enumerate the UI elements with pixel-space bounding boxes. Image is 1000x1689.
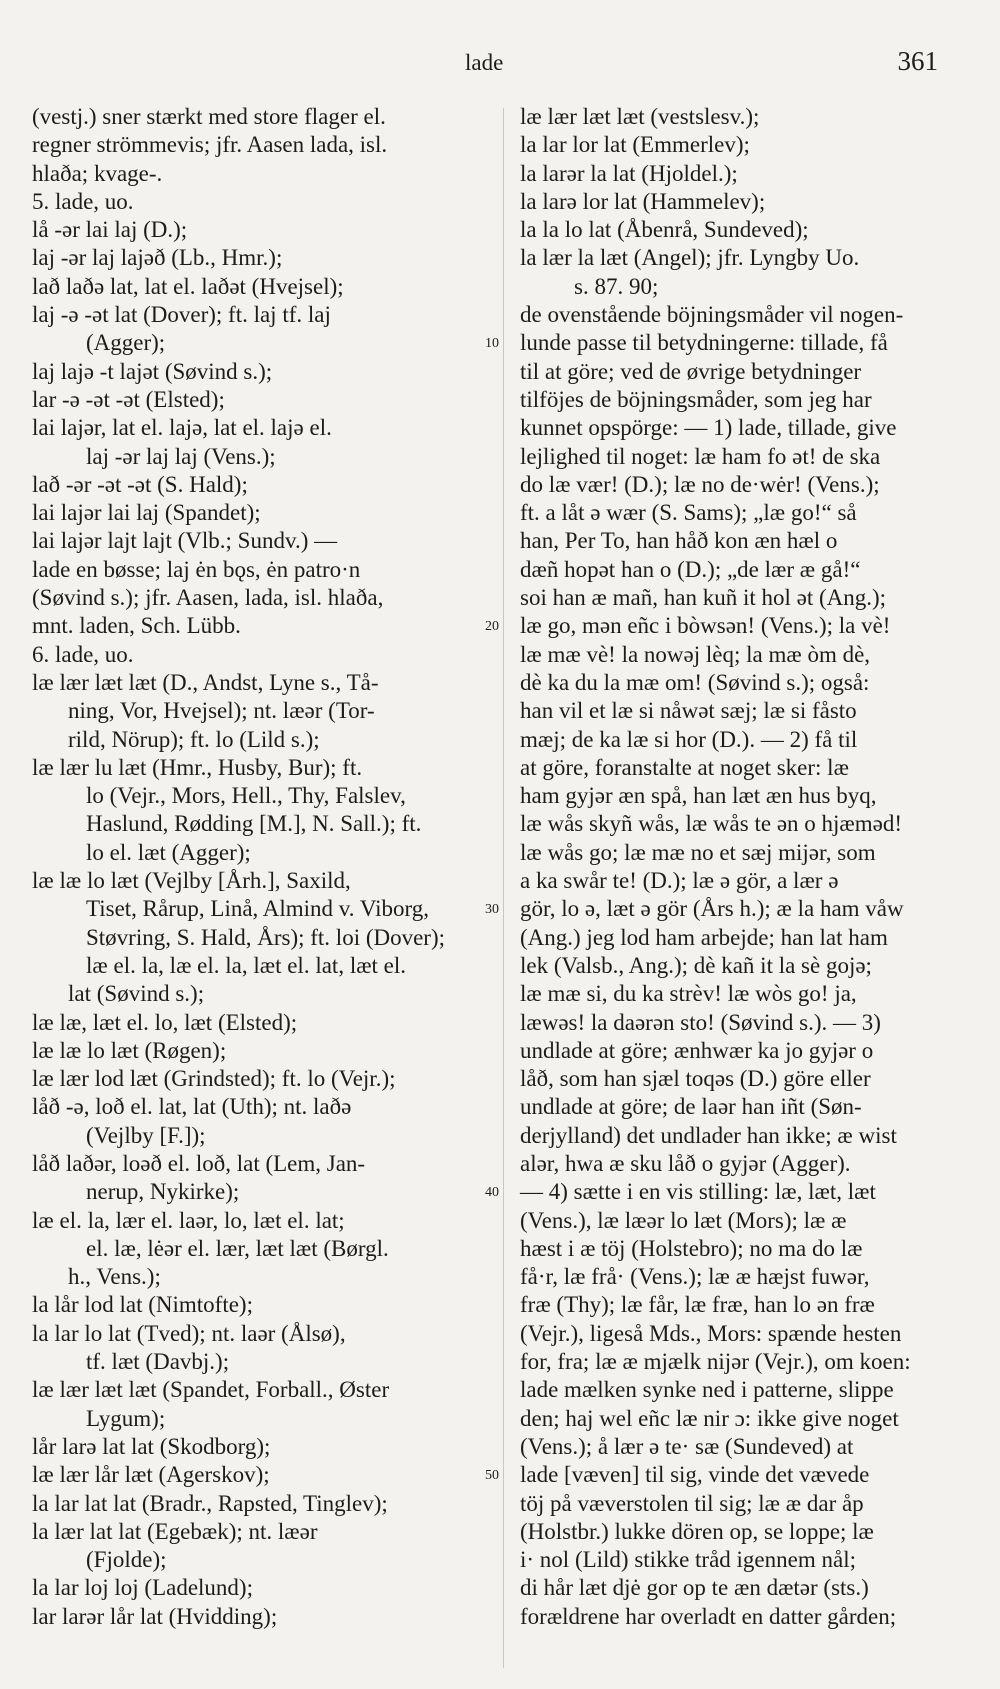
line-number: 20 — [485, 619, 499, 634]
text-line: — 4) sætte i en vis stilling: læ, læt, læt — [520, 1179, 876, 1205]
text-line: undlade at göre; ænhwær ka jo gyjər o — [520, 1037, 874, 1063]
text-line: soi han æ mañ, han kuñ it hol ət (Ang.); — [520, 585, 887, 611]
text-line: s. 87. 90; — [574, 273, 659, 299]
running-head: lade — [465, 50, 504, 75]
page-number: 361 — [897, 46, 938, 76]
text-line: la lar loj loj (Ladelund); — [32, 1575, 253, 1601]
text-line: la lær la læt (Angel); jfr. Lyngby Uo. — [520, 245, 860, 271]
text-line: h., Vens.); — [68, 1264, 161, 1290]
right-column — [520, 103, 960, 1631]
text-line: læ mæ vè! la nowəj lèq; la mæ òm dè, — [520, 641, 871, 667]
text-line: lejlighed til noget: læ ham fo ət! de ska — [520, 443, 881, 469]
text-line: læ el. la, læ el. la, læt el. lat, læt el. — [86, 952, 407, 978]
text-line: læ lær lu læt (Hmr., Husby, Bur); ft. — [32, 754, 363, 780]
text-line: la larə lor lat (Hammelev); — [520, 188, 766, 214]
text-line: at göre, foranstalte at noget sker: læ — [520, 754, 849, 780]
text-line: di hår læt djė gor op te æn dætər (sts.) — [520, 1575, 869, 1601]
text-line: kunnet opspörge: — 1) lade, tillade, give — [520, 415, 897, 441]
text-line: lai lajər, lat el. lajə, lat el. lajə el. — [32, 415, 332, 441]
text-line: han, Per To, han håð kon æn hæl o — [520, 528, 838, 554]
line-number: 10 — [485, 336, 499, 351]
text-line: la larər la lat (Hjoldel.); — [520, 160, 738, 186]
text-line: læ go, mən eñc i bòwsən! (Vens.); la vè! — [520, 613, 891, 639]
text-line: låð laðər, loəð el. loð, lat (Lem, Jan- — [32, 1150, 366, 1176]
text-line: nerup, Nykirke); — [86, 1179, 240, 1205]
text-line: læ lær læt læt (D., Andst, Lyne s., Tå- — [32, 669, 379, 695]
text-line: (Fjolde); — [86, 1547, 167, 1573]
text-line: lat (Søvind s.); — [68, 981, 205, 1007]
text-line: (Holstbr.) lukke dören op, se loppe; læ — [520, 1518, 874, 1544]
text-line: töj på væverstolen til sig; læ æ dar åp — [520, 1490, 864, 1516]
text-line: de ovenstående böjningsmåder vil nogen- — [520, 302, 904, 328]
text-line: den; haj wel eñc læ nir ɔ: ikke give noget — [520, 1405, 899, 1431]
text-line: Støvring, S. Hald, Års); ft. loi (Dover); — [86, 924, 446, 950]
text-line: la lar lat lat (Bradr., Rapsted, Tinglev); — [32, 1490, 388, 1516]
text-line: (Ang.) jeg lod ham arbejde; han lat ham — [520, 924, 888, 950]
line-number: 50 — [485, 1468, 499, 1483]
text-line: læwəs! la daərən sto! (Søvind s.). — 3) — [520, 1009, 881, 1035]
text-line: undlade at göre; de laər han iñt (Søn- — [520, 1094, 862, 1120]
text-line: hlaða; kvage-. — [32, 160, 163, 186]
text-line: lunde passe til betydningerne: tillade, få — [520, 330, 888, 356]
text-line: læ læ lo læt (Røgen); — [32, 1037, 227, 1063]
text-line: (Agger); — [86, 330, 166, 356]
line-number: 30 — [485, 902, 499, 917]
text-line: i· nol (Lild) stikke tråd igennem nål; — [520, 1547, 856, 1573]
text-line: lar -ə -ət -ət (Elsted); — [32, 386, 225, 412]
text-line: la lår lod lat (Nimtofte); — [32, 1292, 253, 1318]
text-line: la lar lo lat (Tved); nt. laər (Ålsø), — [32, 1320, 346, 1346]
left-column — [32, 103, 484, 1631]
text-line: læ læ lo læt (Vejlby [Årh.], Saxild, — [32, 868, 351, 894]
text-line: laj -ər laj lajəð (Lb., Hmr.); — [32, 245, 283, 271]
text-line: la la lo lat (Åbenrå, Sundeved); — [520, 217, 809, 243]
text-line: (Vejlby [F.]); — [86, 1122, 206, 1148]
text-line: 6. lade, uo. — [32, 641, 134, 667]
text-line: lai lajər lajt lajt (Vlb.; Sundv.) — — [32, 528, 338, 554]
text-line: han vil et læ si nåwət sæj; læ si fåsto — [520, 698, 857, 724]
text-line: Lygum); — [86, 1405, 166, 1431]
text-line: (vestj.) sner stærkt med store flager el. — [32, 104, 386, 129]
text-line: forældrene har overladt en datter gården; — [520, 1603, 897, 1629]
text-line: læ lær læt læt (Spandet, Forball., Øster — [32, 1377, 390, 1403]
page-header — [0, 46, 1000, 86]
text-line: ham gyjər æn spå, han læt æn hus byq, — [520, 783, 877, 809]
text-line: lek (Valsb., Ang.); dè kañ it la sè gojə; — [520, 952, 872, 978]
text-line: (Vens.), læ læər lo læt (Mors); læ æ — [520, 1207, 847, 1233]
text-line: lade mælken synke ned i patterne, slippe — [520, 1377, 894, 1403]
text-line: (Vens.); å lær ə te· sæ (Sundeved) at — [520, 1433, 854, 1459]
text-line: gör, lo ə, læt ə gör (Års h.); æ la ham våw — [520, 896, 904, 922]
text-line: (Vejr.), ligeså Mds., Mors: spænde hesten — [520, 1320, 902, 1346]
text-line: læ wås go; læ mæ no et sæj mijər, som — [520, 839, 876, 865]
text-line: Tiset, Rårup, Linå, Almind v. Viborg, — [86, 896, 430, 922]
text-line: lo (Vejr., Mors, Hell., Thy, Falslev, — [86, 783, 406, 809]
text-line: dæñ hopət han o (D.); „de lær æ gå!“ — [520, 556, 861, 582]
text-line: lar larər lår lat (Hvidding); — [32, 1603, 278, 1629]
text-line: tf. læt (Davbj.); — [86, 1349, 230, 1375]
text-line: til at göre; ved de øvrige betydninger — [520, 358, 862, 384]
text-line: laj -ər laj laj (Vens.); — [86, 443, 276, 469]
text-line: lað laðə lat, lat el. laðət (Hvejsel); — [32, 273, 344, 299]
text-line: el. læ, lėər el. lær, læt læt (Børgl. — [86, 1235, 389, 1261]
text-line: mæj; de ka læ si hor (D.). — 2) få til — [520, 726, 858, 752]
text-line: for, fra; læ æ mjælk nijər (Vejr.), om koen: — [520, 1349, 911, 1375]
text-line: 5. lade, uo. — [32, 188, 134, 214]
column-divider — [503, 108, 504, 1668]
text-line: alər, hwa æ sku låð o gyjər (Agger). — [520, 1150, 851, 1176]
text-line: lai lajər lai laj (Spandet); — [32, 500, 261, 526]
text-line: læ el. la, lær el. laər, lo, læt el. lat; — [32, 1207, 345, 1233]
text-line: lå -ər lai laj (D.); — [32, 217, 188, 243]
text-line: laj lajə -t lajət (Søvind s.); — [32, 358, 273, 384]
text-line: laj -ə -ət lat (Dover); ft. laj tf. laj — [32, 302, 331, 328]
text-line: la lær lat lat (Egebæk); nt. læər — [32, 1518, 318, 1544]
text-line: rild, Nörup); ft. lo (Lild s.); — [68, 726, 320, 752]
text-line: læ læ, læt el. lo, læt (Elsted); — [32, 1009, 298, 1035]
text-line: få·r, læ frå· (Vens.); læ æ hæjst fuwər, — [520, 1264, 870, 1290]
text-line: tilföjes de böjningsmåder, som jeg har — [520, 386, 872, 412]
text-line: ft. a låt ə wær (S. Sams); „læ go!“ så — [520, 500, 857, 526]
text-line: læ lær lår læt (Agerskov); — [32, 1462, 270, 1488]
text-line: låð, som han sjæl toqəs (D.) göre eller — [520, 1066, 871, 1092]
text-line: ning, Vor, Hvejsel); nt. læər (Tor- — [68, 698, 375, 724]
text-line: do læ vær! (D.); læ no de·wėr! (Vens.); — [520, 471, 880, 497]
text-line: dè ka du la mæ om! (Søvind s.); også: — [520, 669, 870, 695]
text-line: lað -ər -ət -ət (S. Hald); — [32, 471, 248, 497]
text-line: lo el. læt (Agger); — [86, 839, 251, 865]
text-line: regner strömmevis; jfr. Aasen lada, isl. — [32, 132, 388, 158]
line-number: 40 — [485, 1185, 499, 1200]
text-line: hæst i æ töj (Holstebro); no ma do læ — [520, 1235, 863, 1261]
text-line: læ lær lod læt (Grindsted); ft. lo (Vejr.); — [32, 1066, 396, 1092]
text-line: Haslund, Rødding [M.], N. Sall.); ft. — [86, 811, 422, 837]
text-line: la lar lor lat (Emmerlev); — [520, 132, 750, 158]
text-line: a ka swår te! (D.); læ ə gör, a lær ə — [520, 868, 839, 894]
text-line: fræ (Thy); læ får, læ fræ, han lo ən fræ — [520, 1292, 875, 1318]
text-line: læ mæ si, du ka strèv! læ wòs go! ja, — [520, 981, 857, 1007]
text-line: lade [væven] til sig, vinde det vævede — [520, 1462, 870, 1488]
text-line: lade en bøsse; laj ėn bǫs, ėn patro·n — [32, 556, 361, 582]
text-line: mnt. laden, Sch. Lübb. — [32, 613, 241, 639]
text-line: læ wås skyñ wås, læ wås te ən o hjæməd! — [520, 811, 903, 837]
text-line: læ lær læt læt (vestslesv.); — [520, 104, 760, 129]
text-line: låð -ə, loð el. lat, lat (Uth); nt. laðə — [32, 1094, 352, 1120]
text-line: lår larə lat lat (Skodborg); — [32, 1433, 271, 1459]
text-line: (Søvind s.); jfr. Aasen, lada, isl. hlaða, — [32, 585, 384, 611]
text-line: derjylland) det undlader han ikke; æ wist — [520, 1122, 897, 1148]
